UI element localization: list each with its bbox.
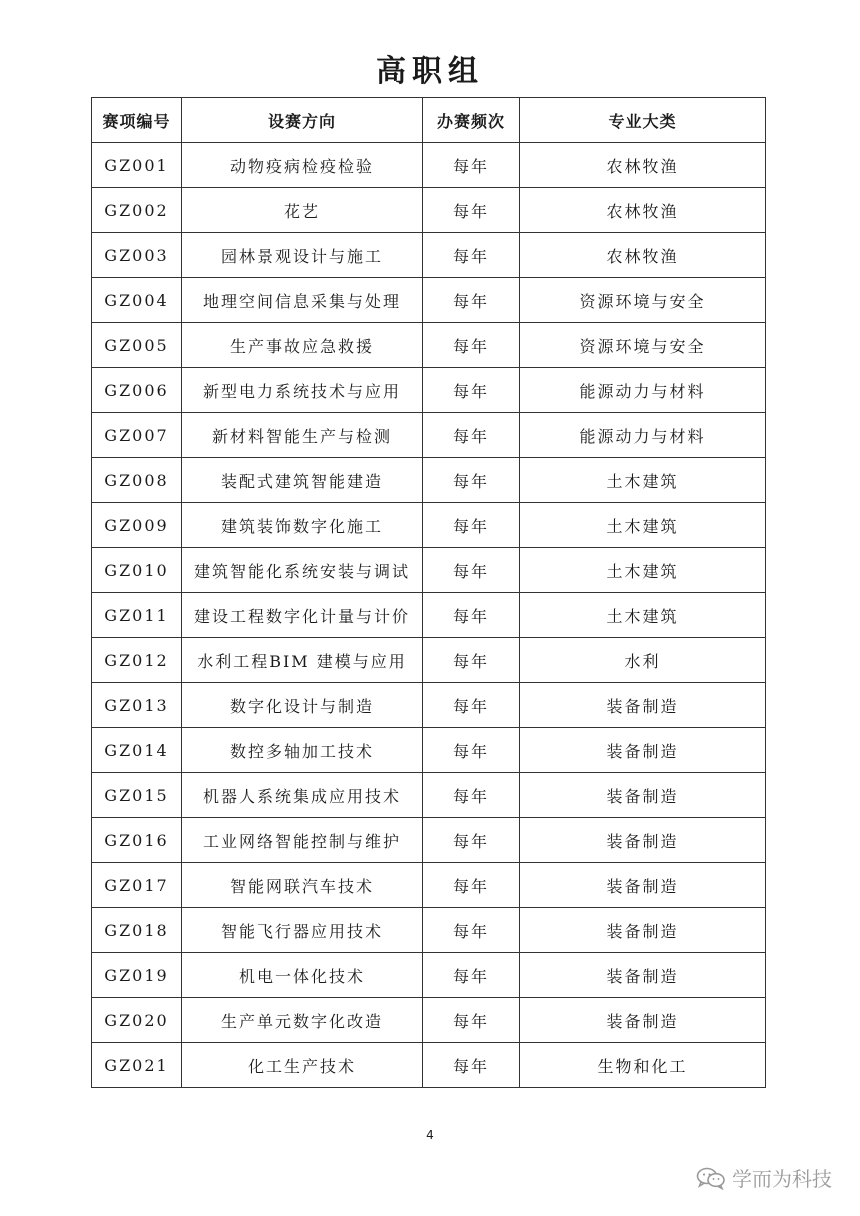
- cell-code: GZ021: [92, 1043, 182, 1088]
- cell-frequency: 每年: [423, 1043, 520, 1088]
- cell-frequency: 每年: [423, 818, 520, 863]
- cell-code: GZ010: [92, 548, 182, 593]
- cell-category: 装备制造: [520, 908, 766, 953]
- cell-frequency: 每年: [423, 413, 520, 458]
- cell-category: 装备制造: [520, 863, 766, 908]
- wechat-icon: [696, 1166, 726, 1190]
- cell-category: 装备制造: [520, 683, 766, 728]
- table-body: [92, 143, 766, 1088]
- cell-direction: 工业网络智能控制与维护: [182, 818, 423, 863]
- cell-category: 农林牧渔: [520, 188, 766, 233]
- table-row: [92, 188, 766, 233]
- cell-frequency: 每年: [423, 143, 520, 188]
- cell-frequency: 每年: [423, 323, 520, 368]
- cell-direction: 装配式建筑智能建造: [182, 458, 423, 503]
- cell-direction: 机器人系统集成应用技术: [182, 773, 423, 818]
- table-row: [92, 773, 766, 818]
- page-number: 4: [426, 1128, 434, 1142]
- table-row: [92, 998, 766, 1043]
- cell-code: GZ015: [92, 773, 182, 818]
- cell-category: 土木建筑: [520, 548, 766, 593]
- cell-category: 资源环境与安全: [520, 323, 766, 368]
- cell-category: 能源动力与材料: [520, 368, 766, 413]
- cell-code: GZ006: [92, 368, 182, 413]
- cell-category: 装备制造: [520, 728, 766, 773]
- cell-frequency: 每年: [423, 953, 520, 998]
- cell-direction: 化工生产技术: [182, 1043, 423, 1088]
- cell-direction: 数控多轴加工技术: [182, 728, 423, 773]
- cell-frequency: 每年: [423, 863, 520, 908]
- cell-direction: 建筑装饰数字化施工: [182, 503, 423, 548]
- cell-direction: 动物疫病检疫检验: [182, 143, 423, 188]
- cell-code: GZ003: [92, 233, 182, 278]
- cell-code: GZ016: [92, 818, 182, 863]
- cell-code: GZ013: [92, 683, 182, 728]
- cell-code: GZ017: [92, 863, 182, 908]
- table-row: [92, 548, 766, 593]
- cell-direction: 水利工程BIM 建模与应用: [182, 638, 423, 683]
- table-row: [92, 953, 766, 998]
- cell-frequency: 每年: [423, 998, 520, 1043]
- cell-category: 资源环境与安全: [520, 278, 766, 323]
- table-row: [92, 233, 766, 278]
- watermark: [696, 1163, 832, 1192]
- cell-category: 生物和化工: [520, 1043, 766, 1088]
- cell-frequency: 每年: [423, 548, 520, 593]
- cell-direction: 园林景观设计与施工: [182, 233, 423, 278]
- cell-code: GZ005: [92, 323, 182, 368]
- cell-code: GZ014: [92, 728, 182, 773]
- cell-direction: 智能网联汽车技术: [182, 863, 423, 908]
- header-frequency: 办赛频次: [423, 98, 520, 143]
- cell-category: 土木建筑: [520, 593, 766, 638]
- table-row: [92, 323, 766, 368]
- table-row: [92, 278, 766, 323]
- cell-direction: 智能飞行器应用技术: [182, 908, 423, 953]
- cell-frequency: 每年: [423, 368, 520, 413]
- cell-code: GZ018: [92, 908, 182, 953]
- cell-direction: 新型电力系统技术与应用: [182, 368, 423, 413]
- table-row: [92, 638, 766, 683]
- table-row: [92, 368, 766, 413]
- table-row: [92, 1043, 766, 1088]
- page-title: 高职组: [376, 54, 484, 89]
- table-row: [92, 728, 766, 773]
- cell-frequency: 每年: [423, 773, 520, 818]
- cell-code: GZ001: [92, 143, 182, 188]
- header-direction: 设赛方向: [182, 98, 423, 143]
- table-row: [92, 413, 766, 458]
- cell-code: GZ020: [92, 998, 182, 1043]
- cell-category: 土木建筑: [520, 458, 766, 503]
- cell-direction: 数字化设计与制造: [182, 683, 423, 728]
- watermark-text: 学而为科技: [732, 1167, 832, 1191]
- cell-category: 能源动力与材料: [520, 413, 766, 458]
- table-row: [92, 683, 766, 728]
- cell-code: GZ004: [92, 278, 182, 323]
- cell-frequency: 每年: [423, 188, 520, 233]
- table-row: [92, 458, 766, 503]
- cell-direction: 花艺: [182, 188, 423, 233]
- table-row: [92, 143, 766, 188]
- cell-direction: 地理空间信息采集与处理: [182, 278, 423, 323]
- cell-direction: 建设工程数字化计量与计价: [182, 593, 423, 638]
- table-row: [92, 863, 766, 908]
- table-row: [92, 818, 766, 863]
- cell-code: GZ012: [92, 638, 182, 683]
- header-category: 专业大类: [520, 98, 766, 143]
- cell-direction: 新材料智能生产与检测: [182, 413, 423, 458]
- cell-category: 装备制造: [520, 773, 766, 818]
- cell-direction: 生产事故应急救援: [182, 323, 423, 368]
- competition-table: [91, 97, 766, 1088]
- cell-direction: 建筑智能化系统安装与调试: [182, 548, 423, 593]
- cell-frequency: 每年: [423, 458, 520, 503]
- table-header-row: [92, 98, 766, 143]
- cell-frequency: 每年: [423, 638, 520, 683]
- cell-code: GZ009: [92, 503, 182, 548]
- cell-category: 水利: [520, 638, 766, 683]
- header-code: 赛项编号: [92, 98, 182, 143]
- cell-frequency: 每年: [423, 233, 520, 278]
- cell-frequency: 每年: [423, 503, 520, 548]
- cell-frequency: 每年: [423, 908, 520, 953]
- cell-category: 农林牧渔: [520, 233, 766, 278]
- cell-code: GZ019: [92, 953, 182, 998]
- table-row: [92, 503, 766, 548]
- cell-category: 装备制造: [520, 818, 766, 863]
- cell-category: 土木建筑: [520, 503, 766, 548]
- cell-code: GZ008: [92, 458, 182, 503]
- cell-code: GZ002: [92, 188, 182, 233]
- cell-category: 装备制造: [520, 998, 766, 1043]
- cell-direction: 机电一体化技术: [182, 953, 423, 998]
- cell-frequency: 每年: [423, 593, 520, 638]
- cell-frequency: 每年: [423, 278, 520, 323]
- cell-category: 装备制造: [520, 953, 766, 998]
- cell-code: GZ007: [92, 413, 182, 458]
- table-row: [92, 908, 766, 953]
- cell-category: 农林牧渔: [520, 143, 766, 188]
- cell-frequency: 每年: [423, 683, 520, 728]
- cell-code: GZ011: [92, 593, 182, 638]
- table-row: [92, 593, 766, 638]
- cell-direction: 生产单元数字化改造: [182, 998, 423, 1043]
- cell-frequency: 每年: [423, 728, 520, 773]
